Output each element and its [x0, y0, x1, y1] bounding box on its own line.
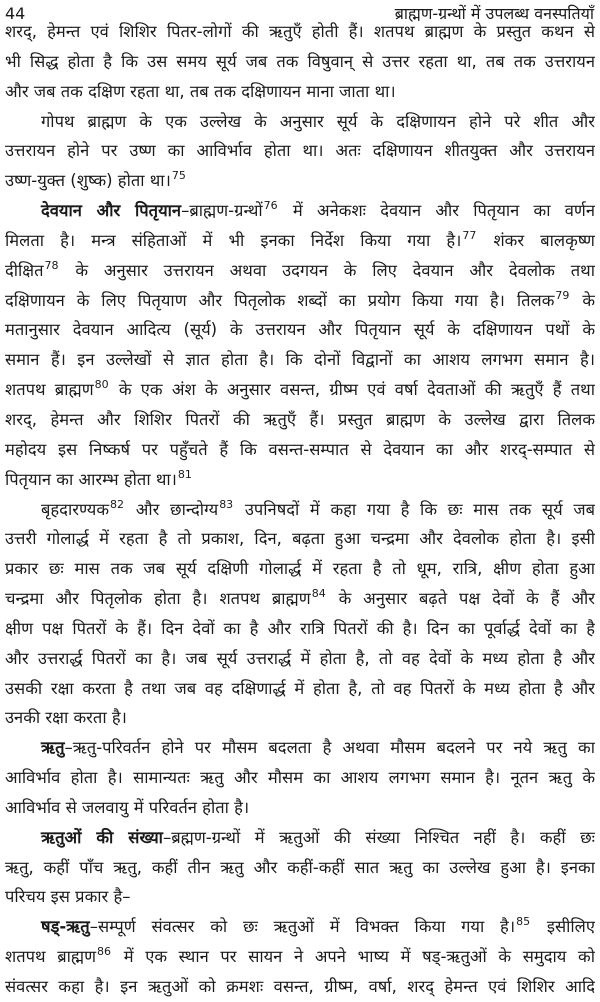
text-line: [5, 375, 595, 405]
text-line: [5, 405, 595, 435]
text-line: [5, 286, 595, 316]
section-heading: ऋतुओं की संख्या: [41, 827, 163, 847]
text-run: उष्ण-युक्त (शुष्क) होता था।: [5, 171, 171, 191]
text-line: [5, 136, 595, 166]
text-line: [5, 793, 595, 823]
text-line: [5, 47, 595, 77]
text-run: –सम्पूर्ण संवत्सर को छः ऋतुओं में विभक्त किया गया है।: [89, 917, 516, 937]
text-run: प्रकार छः मास तक जब सूर्य दक्षिणी गोलार्द्ध में रहता है तो धूम, रात्रि, क्षीण होता हुआ: [5, 559, 595, 579]
text-run: मिलता है। मन्त्र संहिताओं में भी इनका निर्देश किया गया है।: [5, 230, 462, 250]
section-heading: देवयान और पितृयान: [41, 201, 182, 221]
text-line: [5, 703, 595, 733]
text-run: शरद्, हेमन्त एवं शिशिर पितर-लोगों की ऋतुएँ होती हैं। शतपथ ब्राह्मण के प्रस्तुत कथन से: [5, 22, 595, 41]
text-line: [5, 942, 595, 972]
text-run: दक्षिणायन के लिए पितृयाण और पितृलोक शब्दों का प्रयोग किया गया है। तिलक: [5, 290, 555, 310]
text-run: –ब्रह्मण-ग्रन्थों में ऋतुओं की संख्या निश्चित नहीं है। कहीं छः: [162, 827, 595, 847]
text-run: उनकी रक्षा करता है।: [5, 708, 127, 728]
text-run: और जब तक दक्षिण रहता था, तब तक दक्षिणायन माना जाता था।: [5, 81, 396, 101]
text-line: [5, 644, 595, 674]
text-run: भी सिद्ध होता है कि उस समय सूर्य जब तक विषुवान् से उत्तर रहता था, तब तक उत्तरायन: [5, 51, 595, 71]
footnote-ref: 81: [177, 467, 192, 481]
text-run: शतपथ ब्राह्मण: [5, 947, 97, 967]
text-line: [5, 345, 595, 375]
text-run: और उत्तरार्द्ध पितरों का है। जब सूर्य उत्तरार्द्ध में होता है, तो वह देवों के मध्य होता है और: [5, 648, 595, 668]
footnote-ref: 82: [110, 497, 125, 511]
text-run: उत्तरायन होने पर उष्ण का आविर्भाव होता था। अतः दक्षिणायन शीतयुक्त और उत्तरायन: [5, 141, 595, 161]
text-run: आविर्भाव से जलवायु में परिवर्तन होता है।: [5, 797, 250, 817]
text-run: उपनिषदों में कहा गया है कि छः मास तक सूर्य जब: [234, 499, 595, 519]
text-run: उसकी रक्षा करता है तथा जब वह दक्षिणार्द्ध में होता है, तो वह पितरों के मध्य होता है और: [5, 678, 595, 698]
text-line: [5, 853, 595, 883]
footnote-ref: 84: [311, 587, 326, 601]
footnote-ref: 85: [516, 915, 531, 929]
text-run: मतानुसार देवयान आदित्य (सूर्य) के उत्तरायन और पितृयान सूर्य के दक्षिणायन पथों के: [5, 320, 595, 340]
text-run: के: [570, 290, 595, 310]
text-line: [5, 763, 595, 793]
text-line: [5, 674, 595, 704]
section-heading: षड्-ऋतु: [41, 917, 90, 937]
text-run: आविर्भाव होता है। सामान्यतः ऋतु और मौसम का आशय लगभग समान है। नूतन ऋतु के: [5, 768, 595, 788]
text-run: शंकर बालकृष्ण: [477, 230, 595, 250]
text-line: [5, 226, 595, 256]
text-run: बृहदारण्यक: [41, 499, 110, 519]
text-line: [5, 614, 595, 644]
section-heading: ऋतु: [41, 738, 65, 758]
page-body: [5, 17, 595, 1002]
text-run: उत्तरी गोलार्द्ध में रहता है तो प्रकाश, दिन, बढ़ता हुआ चन्द्रमा और देवलोक होता है। इसी: [5, 529, 595, 549]
text-run: शरद्, हेमन्त और शिशिर पितरों की ऋतुएँ हैं। प्रस्तुत ब्राह्मण के उल्लेख द्वारा तिलक: [5, 409, 595, 429]
text-line: [5, 256, 595, 286]
text-line: [5, 196, 595, 226]
text-line: [5, 465, 595, 495]
text-line: [5, 524, 595, 554]
text-run: के अनुसार बढ़ते पक्ष देवों के हैं और: [326, 589, 595, 609]
footnote-ref: 83: [219, 497, 234, 511]
text-line: [5, 495, 595, 525]
footnote-ref: 77: [462, 228, 477, 242]
running-title: ब्राह्मण-ग्रन्थों में उपलब्ध वनस्पतियाँ: [394, 4, 594, 23]
text-line: [5, 77, 595, 107]
text-line: [5, 912, 595, 942]
footnote-ref: 79: [555, 288, 570, 302]
text-run: और छान्दोग्य: [125, 499, 219, 519]
text-run: के अनुसार उत्तरायन अथवा उदगयन के लिए देवयान और देवलोक तथा: [59, 260, 595, 280]
text-line: [5, 166, 595, 196]
text-run: के एक अंश के अनुसार वसन्त, ग्रीष्म एवं वर्षा देवताओं की ऋतुएँ हैं तथा: [109, 380, 595, 400]
page-number: 44: [5, 3, 26, 23]
text-run: दीक्षित: [5, 260, 44, 280]
text-run: में अनेकशः देवयान और पितृयान का वर्णन: [278, 201, 595, 221]
footnote-ref: 75: [171, 169, 186, 183]
text-run: समान हैं। इन उल्लेखों से ज्ञात होता है। कि दोनों विद्वानों का आशय लगभग समान है।: [5, 350, 595, 370]
footnote-ref: 80: [94, 378, 109, 392]
text-run: –ब्राह्मण-ग्रन्थों: [181, 201, 263, 221]
text-line: [5, 972, 595, 1002]
text-line: [5, 584, 595, 614]
text-run: में एक स्थान पर सायन ने अपने भाष्य में षड्-ऋतुओं के समुदाय को: [112, 947, 595, 967]
text-line: [5, 823, 595, 853]
text-run: चन्द्रमा और पितृलोक होता है। शतपथ ब्राह्मण: [5, 589, 311, 609]
text-run: परिचय इस प्रकार है–: [5, 887, 131, 907]
text-line: [5, 17, 595, 47]
text-run: क्षीण पक्ष पितरों के हैं। दिन देवों का है और रात्रि पितरों की है। दिन का पूर्वार्द्ध देवों का है: [5, 618, 595, 638]
text-run: पितृयान का आरम्भ होता था।: [5, 469, 177, 489]
footnote-ref: 86: [97, 945, 112, 959]
text-line: [5, 882, 595, 912]
footnote-ref: 78: [44, 258, 59, 272]
text-line: [5, 315, 595, 345]
text-run: ऋतु, कहीं पाँच ऋतु, कहीं तीन ऋतु और कहीं-कहीं सात ऋतु का उल्लेख हुआ है। इनका: [5, 857, 595, 877]
text-run: इसीलिए: [531, 917, 595, 937]
text-run: संवत्सर कहा है। इन ऋतुओं को क्रमशः वसन्त, ग्रीष्म, वर्षा, शरद् हेमन्त एवं शिशिर आदि: [5, 977, 595, 996]
text-run: –ऋतु-परिवर्तन होने पर मौसम बदलता है अथवा मौसम बदलने पर नये ऋतु का: [64, 738, 595, 758]
text-line: [5, 107, 595, 137]
footnote-ref: 76: [263, 199, 278, 213]
text-run: महोदय इस निष्कर्ष पर पहुँचते हैं कि वसन्त-सम्पात से देवयान का और शरद्-सम्पात से: [5, 439, 595, 459]
text-run: गोपथ ब्राह्मण के एक उल्लेख के अनुसार सूर्य के दक्षिणायन होने परे शीत और: [41, 111, 595, 131]
text-line: [5, 435, 595, 465]
text-line: [5, 733, 595, 763]
text-run: शतपथ ब्राह्मण: [5, 380, 94, 400]
text-line: [5, 554, 595, 584]
